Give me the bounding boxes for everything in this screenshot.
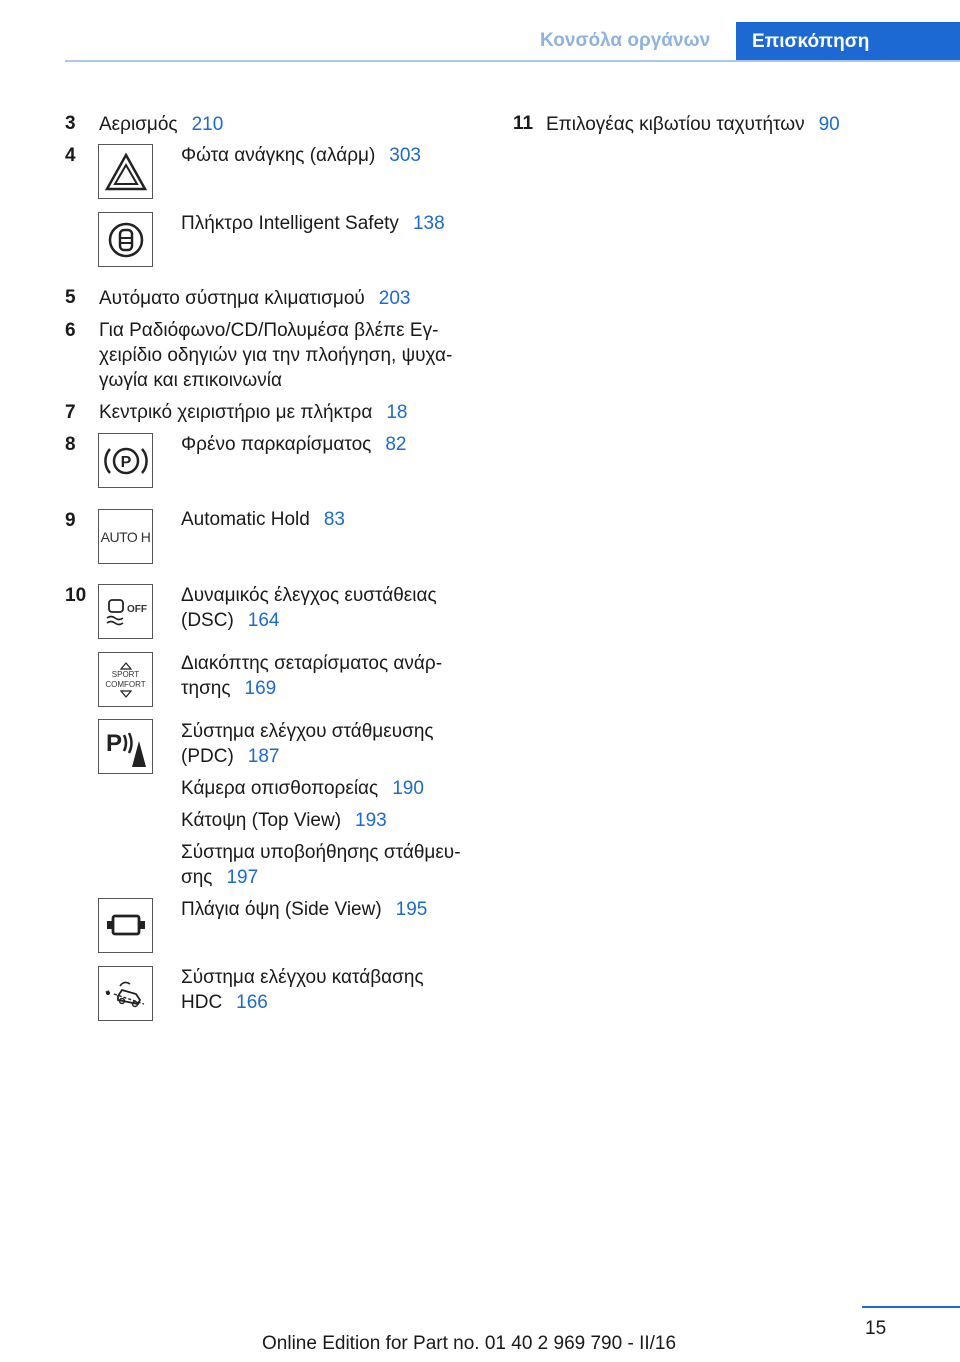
list-item bbox=[181, 143, 421, 168]
item-text: Κάμερα οπισθοπορείας bbox=[181, 778, 379, 799]
item-text: (DSC) bbox=[181, 610, 234, 631]
auto-hold-icon bbox=[98, 509, 153, 564]
page-link[interactable]: 197 bbox=[226, 867, 259, 888]
list-item bbox=[181, 211, 445, 236]
item-text: Αυτόματο σύστημα κλιματισμού bbox=[99, 288, 365, 309]
page-link[interactable]: 193 bbox=[355, 810, 387, 831]
item-text: Φώτα ανάγκης (αλάρμ) bbox=[181, 145, 376, 166]
list-item bbox=[546, 112, 840, 137]
svg-text:P: P bbox=[105, 729, 122, 757]
item-number: 6 bbox=[65, 320, 76, 341]
item-text-line: Σύστημα ελέγχου κατάβασης bbox=[181, 967, 424, 988]
list-item bbox=[181, 651, 442, 701]
page-link[interactable]: 166 bbox=[236, 992, 268, 1013]
icon-label: SPORT bbox=[111, 669, 140, 679]
item-number: 10 bbox=[65, 585, 87, 606]
header-divider bbox=[65, 60, 960, 62]
page-link[interactable]: 210 bbox=[191, 114, 224, 135]
item-text: Φρένο παρκαρίσματος bbox=[181, 434, 372, 455]
side-view-camera-icon bbox=[98, 898, 153, 953]
list-item bbox=[99, 112, 223, 137]
item-text: Automatic Hold bbox=[181, 509, 310, 530]
page-link[interactable]: 169 bbox=[244, 678, 277, 699]
list-item bbox=[181, 719, 434, 769]
footer-divider bbox=[862, 1306, 960, 1308]
page-link[interactable]: 164 bbox=[247, 610, 280, 631]
icon-label: COMFORT bbox=[105, 679, 146, 689]
list-item bbox=[181, 808, 387, 833]
list-item bbox=[181, 432, 406, 457]
list-item bbox=[99, 400, 407, 425]
page-link[interactable]: 195 bbox=[395, 899, 428, 920]
hazard-warning-icon bbox=[98, 144, 153, 199]
icon-label: OFF bbox=[127, 604, 147, 615]
page-number: 15 bbox=[865, 1318, 887, 1339]
page-link[interactable]: 82 bbox=[385, 434, 407, 455]
page-link[interactable]: 303 bbox=[389, 145, 421, 166]
item-number: 9 bbox=[65, 510, 76, 531]
parking-brake-icon bbox=[98, 433, 153, 488]
item-text-line: χειρίδιο οδηγιών για την πλοήγηση, ψυχα- bbox=[99, 345, 453, 366]
item-text: Αερισμός bbox=[99, 114, 178, 135]
item-text-line: Σύστημα υποβοήθησης στάθμευ- bbox=[181, 842, 461, 863]
list-item bbox=[181, 965, 424, 1015]
item-text: Επιλογέας κιβωτίου ταχυτήτων bbox=[546, 114, 805, 135]
item-text: Πλήκτρο Intelligent Safety bbox=[181, 213, 399, 234]
item-text: Πλάγια όψη (Side View) bbox=[181, 899, 382, 920]
sport-comfort-icon bbox=[98, 652, 153, 707]
page-link[interactable]: 190 bbox=[392, 778, 424, 799]
page-link[interactable]: 138 bbox=[412, 213, 445, 234]
item-number: 4 bbox=[65, 145, 76, 166]
item-text: τησης bbox=[181, 678, 231, 699]
list-item bbox=[181, 840, 461, 890]
page-link[interactable]: 90 bbox=[818, 114, 840, 135]
item-number: 5 bbox=[65, 287, 76, 308]
item-text-line: Για Ραδιόφωνο/CD/Πολυμέσα βλέπε Εγ- bbox=[99, 320, 439, 341]
intelligent-safety-icon bbox=[98, 212, 153, 267]
item-text: (PDC) bbox=[181, 746, 234, 767]
page-link[interactable]: 83 bbox=[323, 509, 345, 530]
item-number: 3 bbox=[65, 113, 76, 134]
page-link[interactable]: 187 bbox=[247, 746, 280, 767]
item-text-line: Σύστημα ελέγχου στάθμευσης bbox=[181, 721, 434, 742]
dsc-off-icon bbox=[98, 584, 153, 639]
list-item bbox=[181, 583, 437, 633]
chapter-tab: Επισκόπηση bbox=[736, 22, 960, 62]
list-item bbox=[181, 507, 345, 532]
item-number: 11 bbox=[513, 113, 534, 134]
list-item bbox=[181, 776, 424, 801]
list-item bbox=[181, 897, 427, 922]
item-text-line: Διακόπτης σεταρίσματος ανάρ- bbox=[181, 653, 443, 674]
item-number: 7 bbox=[65, 402, 76, 423]
page-link[interactable]: 203 bbox=[378, 288, 411, 309]
hdc-icon bbox=[98, 966, 153, 1021]
edition-note: Online Edition for Part no. 01 40 2 969 790 - II/16 bbox=[262, 1333, 677, 1354]
list-item bbox=[99, 286, 411, 311]
list-item bbox=[99, 318, 452, 393]
item-text-line: Δυναμικός έλεγχος ευστάθειας bbox=[181, 585, 437, 606]
icon-label: AUTO H bbox=[100, 528, 151, 545]
page-link[interactable]: 18 bbox=[386, 402, 408, 423]
item-number: 8 bbox=[65, 434, 76, 455]
item-text: Κάτοψη (Top View) bbox=[181, 810, 342, 831]
section-title: Κονσόλα οργάνων bbox=[540, 30, 711, 51]
item-text: σης bbox=[181, 867, 213, 888]
item-text: Κεντρικό χειριστήριο με πλήκτρα bbox=[99, 402, 373, 423]
item-text: HDC bbox=[181, 992, 223, 1013]
item-text-line: γωγία και επικοινωνία bbox=[99, 370, 282, 391]
svg-text:P: P bbox=[120, 453, 131, 471]
pdc-icon bbox=[98, 719, 153, 774]
